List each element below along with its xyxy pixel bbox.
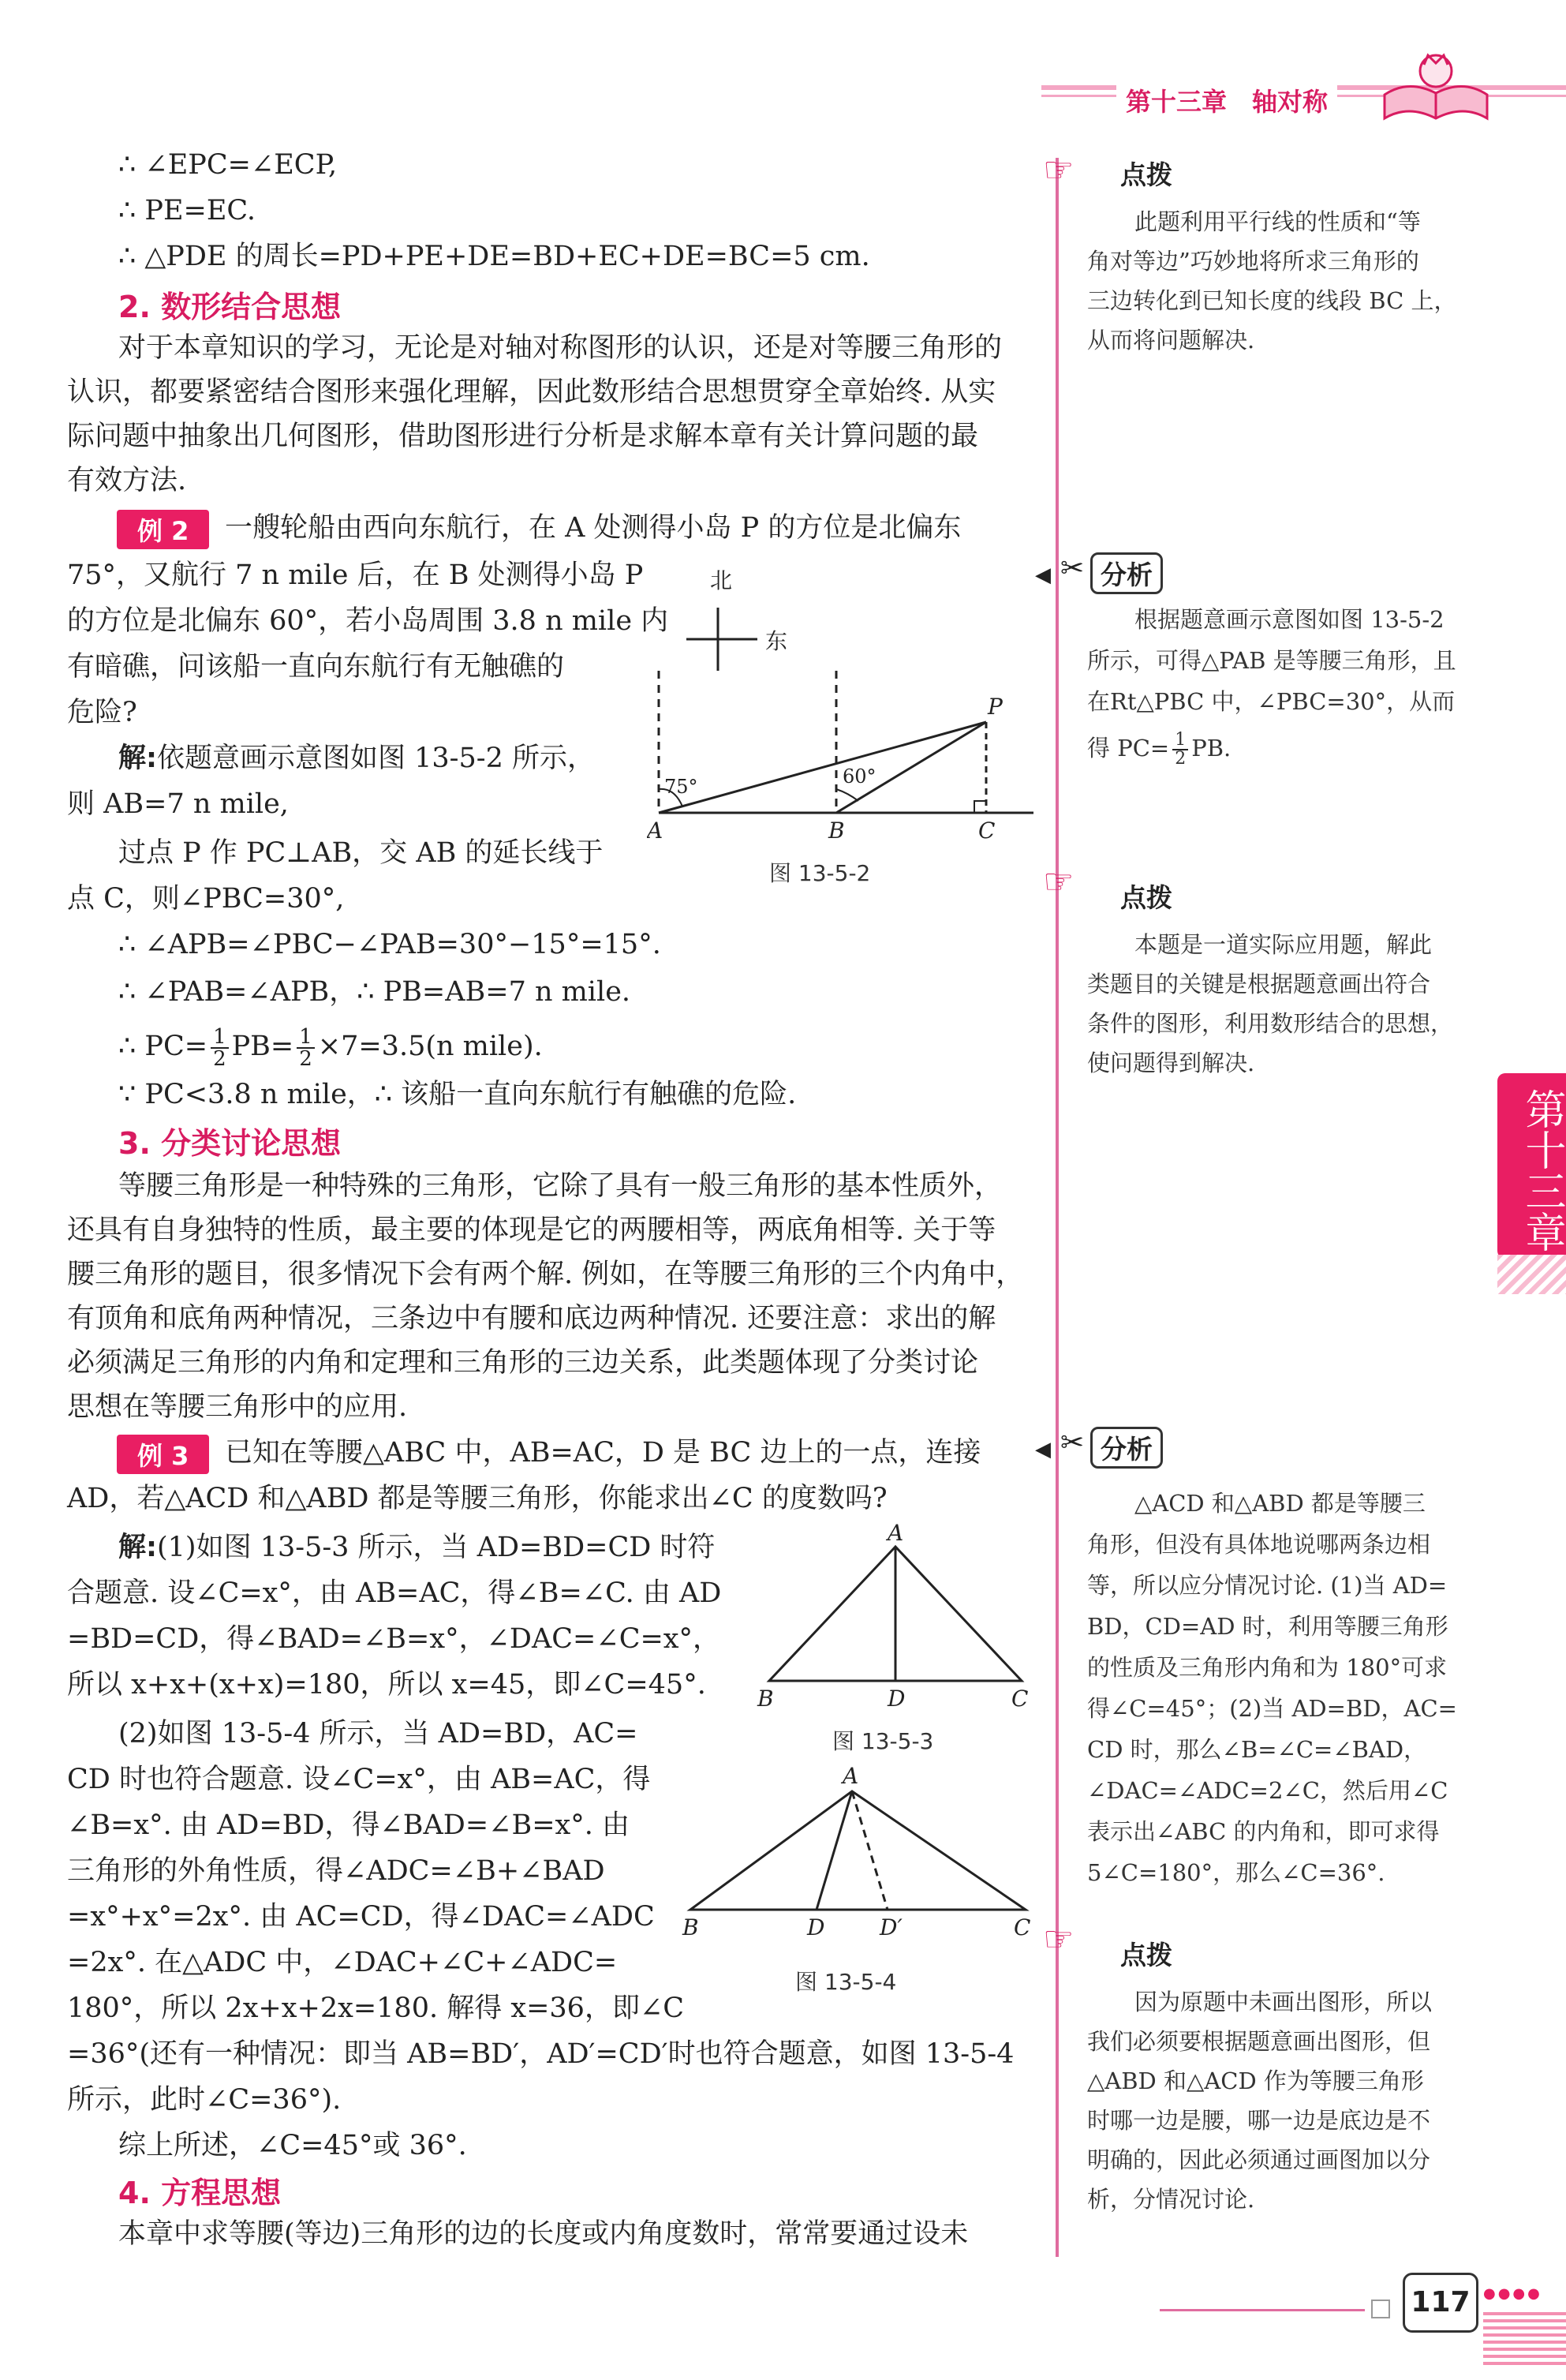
text-line: ∴ PE=EC. (118, 195, 256, 226)
sidebar-line: 表示出∠ABC 的内角和，即可求得 (1087, 1818, 1440, 1845)
page-number: 117 (1403, 2273, 1478, 2333)
solution-line: 三角形的外角性质，得∠ADC=∠B+∠BAD (67, 1855, 605, 1887)
chapter-side-tab: 第十三章 (1497, 1073, 1566, 1259)
sidebar-line: 所示，可得△PAB 是等腰三角形，且 (1087, 647, 1456, 674)
paragraph-line: 认识，都要紧密结合图形来强化理解，因此数形结合思想贯穿全章始终. 从实 (67, 376, 996, 408)
sidebar-line: BD，CD=AD 时，利用等腰三角形 (1087, 1613, 1448, 1640)
solution-line: ∴ ∠PAB=∠APB，∴ PB=AB=7 n mile. (118, 976, 631, 1008)
paragraph-line: 等腰三角形是一种特殊的三角形，它除了具有一般三角形的基本性质外， (118, 1170, 1003, 1202)
sidebar-line: 得∠C=45°；(2)当 AD=BD，AC= (1087, 1695, 1457, 1722)
solution-line: =2x°. 在△ADC 中，∠DAC+∠C+∠ADC= (67, 1947, 618, 1978)
solution-label: 解: (118, 1532, 157, 1563)
tip-label: 点拨 (1120, 159, 1172, 190)
solution-line: 则 AB=7 n mile, (67, 788, 289, 820)
fraction-line: ∴ PC= $\frac{1}{2}$ PB= $\frac{1}{2}$ ×7=3.5(n mile). (118, 1024, 543, 1071)
sidebar-fraction-line: 得 PC= $\frac{1}{2}$ PB. (1087, 730, 1231, 769)
sidebar-line: CD 时，那么∠B=∠C=∠BAD， (1087, 1736, 1427, 1763)
point-label: P (988, 694, 1003, 720)
north-label: 北 (710, 567, 733, 593)
solution-line: ∠B=x°. 由 AD=BD，得∠BAD=∠B=x°. 由 (67, 1809, 630, 1841)
example-label: 例 2 (117, 510, 209, 549)
solution-line: 合题意. 设∠C=x°，由 AB=AC，得∠B=∠C. 由 AD (67, 1577, 722, 1609)
solution-line: =x°+x°=2x°. 由 AC=CD，得∠DAC=∠ADC (67, 1901, 655, 1933)
example-line: 已知在等腰△ABC 中，AB=AC，D 是 BC 边上的一点，连接 (225, 1437, 981, 1469)
tip-label: 点拨 (1120, 1940, 1172, 1970)
sidebar-line: △ABD 和△ACD 作为等腰三角形 (1087, 2068, 1424, 2094)
figure-13-5-4 (678, 1760, 1041, 1949)
point-label: A (647, 818, 663, 844)
analysis-label: 分析 (1090, 1427, 1163, 1469)
text-line: ∴ ∠EPC=∠ECP, (118, 149, 338, 181)
sidebar-line: △ACD 和△ABD 都是等腰三 (1134, 1490, 1426, 1517)
section-heading: 2. 数形结合思想 (118, 290, 342, 324)
example-line: 有暗礁，问该船一直向东航行有无触礁的 (67, 651, 565, 683)
example-line: 一艘轮船由西向东航行，在 A 处测得小岛 P 的方位是北偏东 (225, 512, 962, 544)
side-tab-stripes (1497, 1255, 1566, 1294)
east-label: 东 (765, 628, 788, 654)
footer-line (1160, 2309, 1365, 2311)
angle-label: 75° (664, 776, 698, 798)
example-line: 危险? (67, 697, 137, 728)
chapter-title: 第十三章 轴对称 (1116, 82, 1337, 118)
sidebar-line: 角形，但没有具体地说哪两条边相 (1087, 1531, 1431, 1558)
sidebar-line: 时哪一边是腰，哪一边是底边是不 (1087, 2107, 1431, 2134)
sidebar-line: 等，所以应分情况讨论. (1)当 AD= (1087, 1572, 1448, 1599)
solution-line: 解:依题意画示意图如图 13-5-2 所示， (118, 743, 595, 774)
sidebar-line: 三边转化到已知长度的线段 BC 上， (1087, 287, 1457, 314)
arrow-icon: ◀ (1035, 563, 1051, 587)
solution-line: 解:(1)如图 13-5-3 所示，当 AD=BD=CD 时符 (118, 1532, 716, 1563)
point-label: C (1011, 1686, 1029, 1712)
angle-label: 60° (843, 765, 876, 788)
figure-13-5-3 (749, 1523, 1049, 1728)
analysis-label: 分析 (1090, 552, 1163, 594)
sidebar-line: 明确的，因此必须通过画图加以分 (1087, 2146, 1431, 2173)
solution-label: 解: (118, 743, 157, 774)
solution-line: (2)如图 13-5-4 所示，当 AD=BD，AC= (118, 1718, 638, 1749)
fraction: $\frac{1}{2}$ (1172, 732, 1188, 768)
arrow-icon: ◀ (1035, 1438, 1051, 1461)
sidebar-line: ∠DAC=∠ADC=2∠C，然后用∠C (1087, 1777, 1448, 1804)
paragraph-line: 有效方法. (67, 465, 187, 496)
sidebar-line: 我们必须要根据题意画出图形，但 (1087, 2028, 1431, 2055)
point-label: D′ (880, 1914, 903, 1940)
sidebar-line: 类题目的关键是根据题意画出符合 (1087, 971, 1431, 997)
example-line: 75°，又航行 7 n mile 后，在 B 处测得小岛 P (67, 559, 644, 591)
section-heading: 4. 方程思想 (118, 2176, 282, 2210)
pointing-hand-icon: ☞ (1043, 150, 1075, 190)
footer-stripes (1483, 2312, 1566, 2367)
scissors-icon: ✂ (1060, 1427, 1085, 1459)
solution-line: 综上所述，∠C=45°或 36°. (118, 2130, 467, 2161)
point-label: D (807, 1914, 825, 1940)
point-label: B (828, 818, 845, 844)
solution-line: =36°(还有一种情况：即当 AB=BD′，AD′=CD′时也符合题意，如图 13-5-4 (67, 2038, 1015, 2070)
point-label: B (682, 1914, 699, 1940)
text-line: ∴ △PDE 的周长=PD+PE+DE=BD+EC+DE=BC=5 cm. (118, 241, 870, 272)
paragraph-line: 有顶角和底角两种情况，三条边中有腰和底边两种情况. 还要注意：求出的解 (67, 1303, 996, 1334)
tip-label: 点拨 (1120, 882, 1172, 913)
solution-line: 所示，此时∠C=36°). (67, 2084, 342, 2116)
solution-line: =BD=CD，得∠BAD=∠B=x°，∠DAC=∠C=x°， (67, 1623, 721, 1655)
solution-line: ∴ ∠APB=∠PBC−∠PAB=30°−15°=15°. (118, 929, 661, 960)
pointing-hand-icon: ☞ (1043, 862, 1075, 902)
paragraph-line: 对于本章知识的学习，无论是对轴对称图形的认识，还是对等腰三角形的 (118, 332, 1003, 364)
book-icon (1377, 47, 1495, 129)
solution-line: 180°，所以 2x+x+2x=180. 解得 x=36，即∠C (67, 1993, 685, 2024)
figure-13-5-2 (647, 552, 1041, 900)
paragraph-line: 必须满足三角形的内角和定理和三角形的三边关系，此类题体现了分类讨论 (67, 1347, 979, 1379)
example-line: 的方位是北偏东 60°，若小岛周围 3.8 n mile 内 (67, 605, 669, 637)
paragraph-line: 思想在等腰三角形中的应用. (67, 1391, 408, 1423)
sidebar-line: 在Rt△PBC 中，∠PBC=30°，从而 (1087, 688, 1456, 715)
point-label: D (888, 1686, 906, 1712)
fraction: $\frac{1}{2}$ (211, 1027, 229, 1069)
solution-line: ∵ PC<3.8 n mile，∴ 该船一直向东航行有触礁的危险. (118, 1079, 797, 1110)
figure-caption: 图 13-5-4 (795, 1969, 897, 1995)
paragraph-line: 腰三角形的题目，很多情况下会有两个解. 例如，在等腰三角形的三个内角中， (67, 1259, 1024, 1290)
figure-caption: 图 13-5-3 (832, 1728, 934, 1754)
sidebar-line: 根据题意画示意图如图 13-5-2 (1134, 606, 1445, 633)
sidebar-line: 5∠C=180°，那么∠C=36°. (1087, 1859, 1385, 1886)
solution-line: CD 时也符合题意. 设∠C=x°，由 AB=AC，得 (67, 1764, 651, 1795)
sidebar-line: 条件的图形，利用数形结合的思想， (1087, 1010, 1454, 1037)
footer-dots: ●●●● (1483, 2285, 1542, 2302)
solution-line: 过点 P 作 PC⊥AB，交 AB 的延长线于 (118, 837, 604, 869)
paragraph-line: 本章中求等腰(等边)三角形的边的长度或内角度数时，常常要通过设未 (118, 2218, 969, 2250)
solution-line: 所以 x+x+(x+x)=180，所以 x=45，即∠C=45°. (67, 1669, 706, 1701)
section-heading: 3. 分类讨论思想 (118, 1126, 342, 1161)
sidebar-line: 的性质及三角形内角和为 180°可求 (1087, 1654, 1448, 1681)
fraction: $\frac{1}{2}$ (297, 1027, 315, 1069)
point-label: C (1014, 1914, 1031, 1940)
point-label: A (888, 1523, 904, 1546)
sidebar-line: 此题利用平行线的性质和“等 (1134, 208, 1421, 235)
sidebar-line: 析，分情况讨论. (1087, 2186, 1255, 2213)
point-label: A (843, 1763, 859, 1789)
sidebar-line: 本题是一道实际应用题，解此 (1134, 931, 1433, 958)
sidebar-line: 使问题得到解决. (1087, 1050, 1255, 1076)
sidebar-line: 因为原题中未画出图形，所以 (1134, 1989, 1433, 2015)
pointing-hand-icon: ☞ (1043, 1919, 1075, 1959)
footer-square (1371, 2300, 1390, 2318)
sidebar-line: 角对等边”巧妙地将所求三角形的 (1087, 248, 1419, 275)
scissors-icon: ✂ (1060, 552, 1085, 585)
paragraph-line: 际问题中抽象出几何图形，借助图形进行分析是求解本章有关计算问题的最 (67, 421, 979, 452)
sidebar-line: 从而将问题解决. (1087, 327, 1255, 354)
point-label: C (978, 818, 996, 844)
example-line: AD，若△ACD 和△ABD 都是等腰三角形，你能求出∠C 的度数吗? (67, 1483, 888, 1514)
paragraph-line: 还具有自身独特的性质，最主要的体现是它的两腰相等，两底角相等. 关于等 (67, 1214, 996, 1246)
figure-caption: 图 13-5-2 (769, 860, 871, 886)
solution-line: 点 C，则∠PBC=30°, (67, 883, 345, 915)
point-label: B (757, 1686, 774, 1712)
example-label: 例 3 (117, 1435, 209, 1474)
